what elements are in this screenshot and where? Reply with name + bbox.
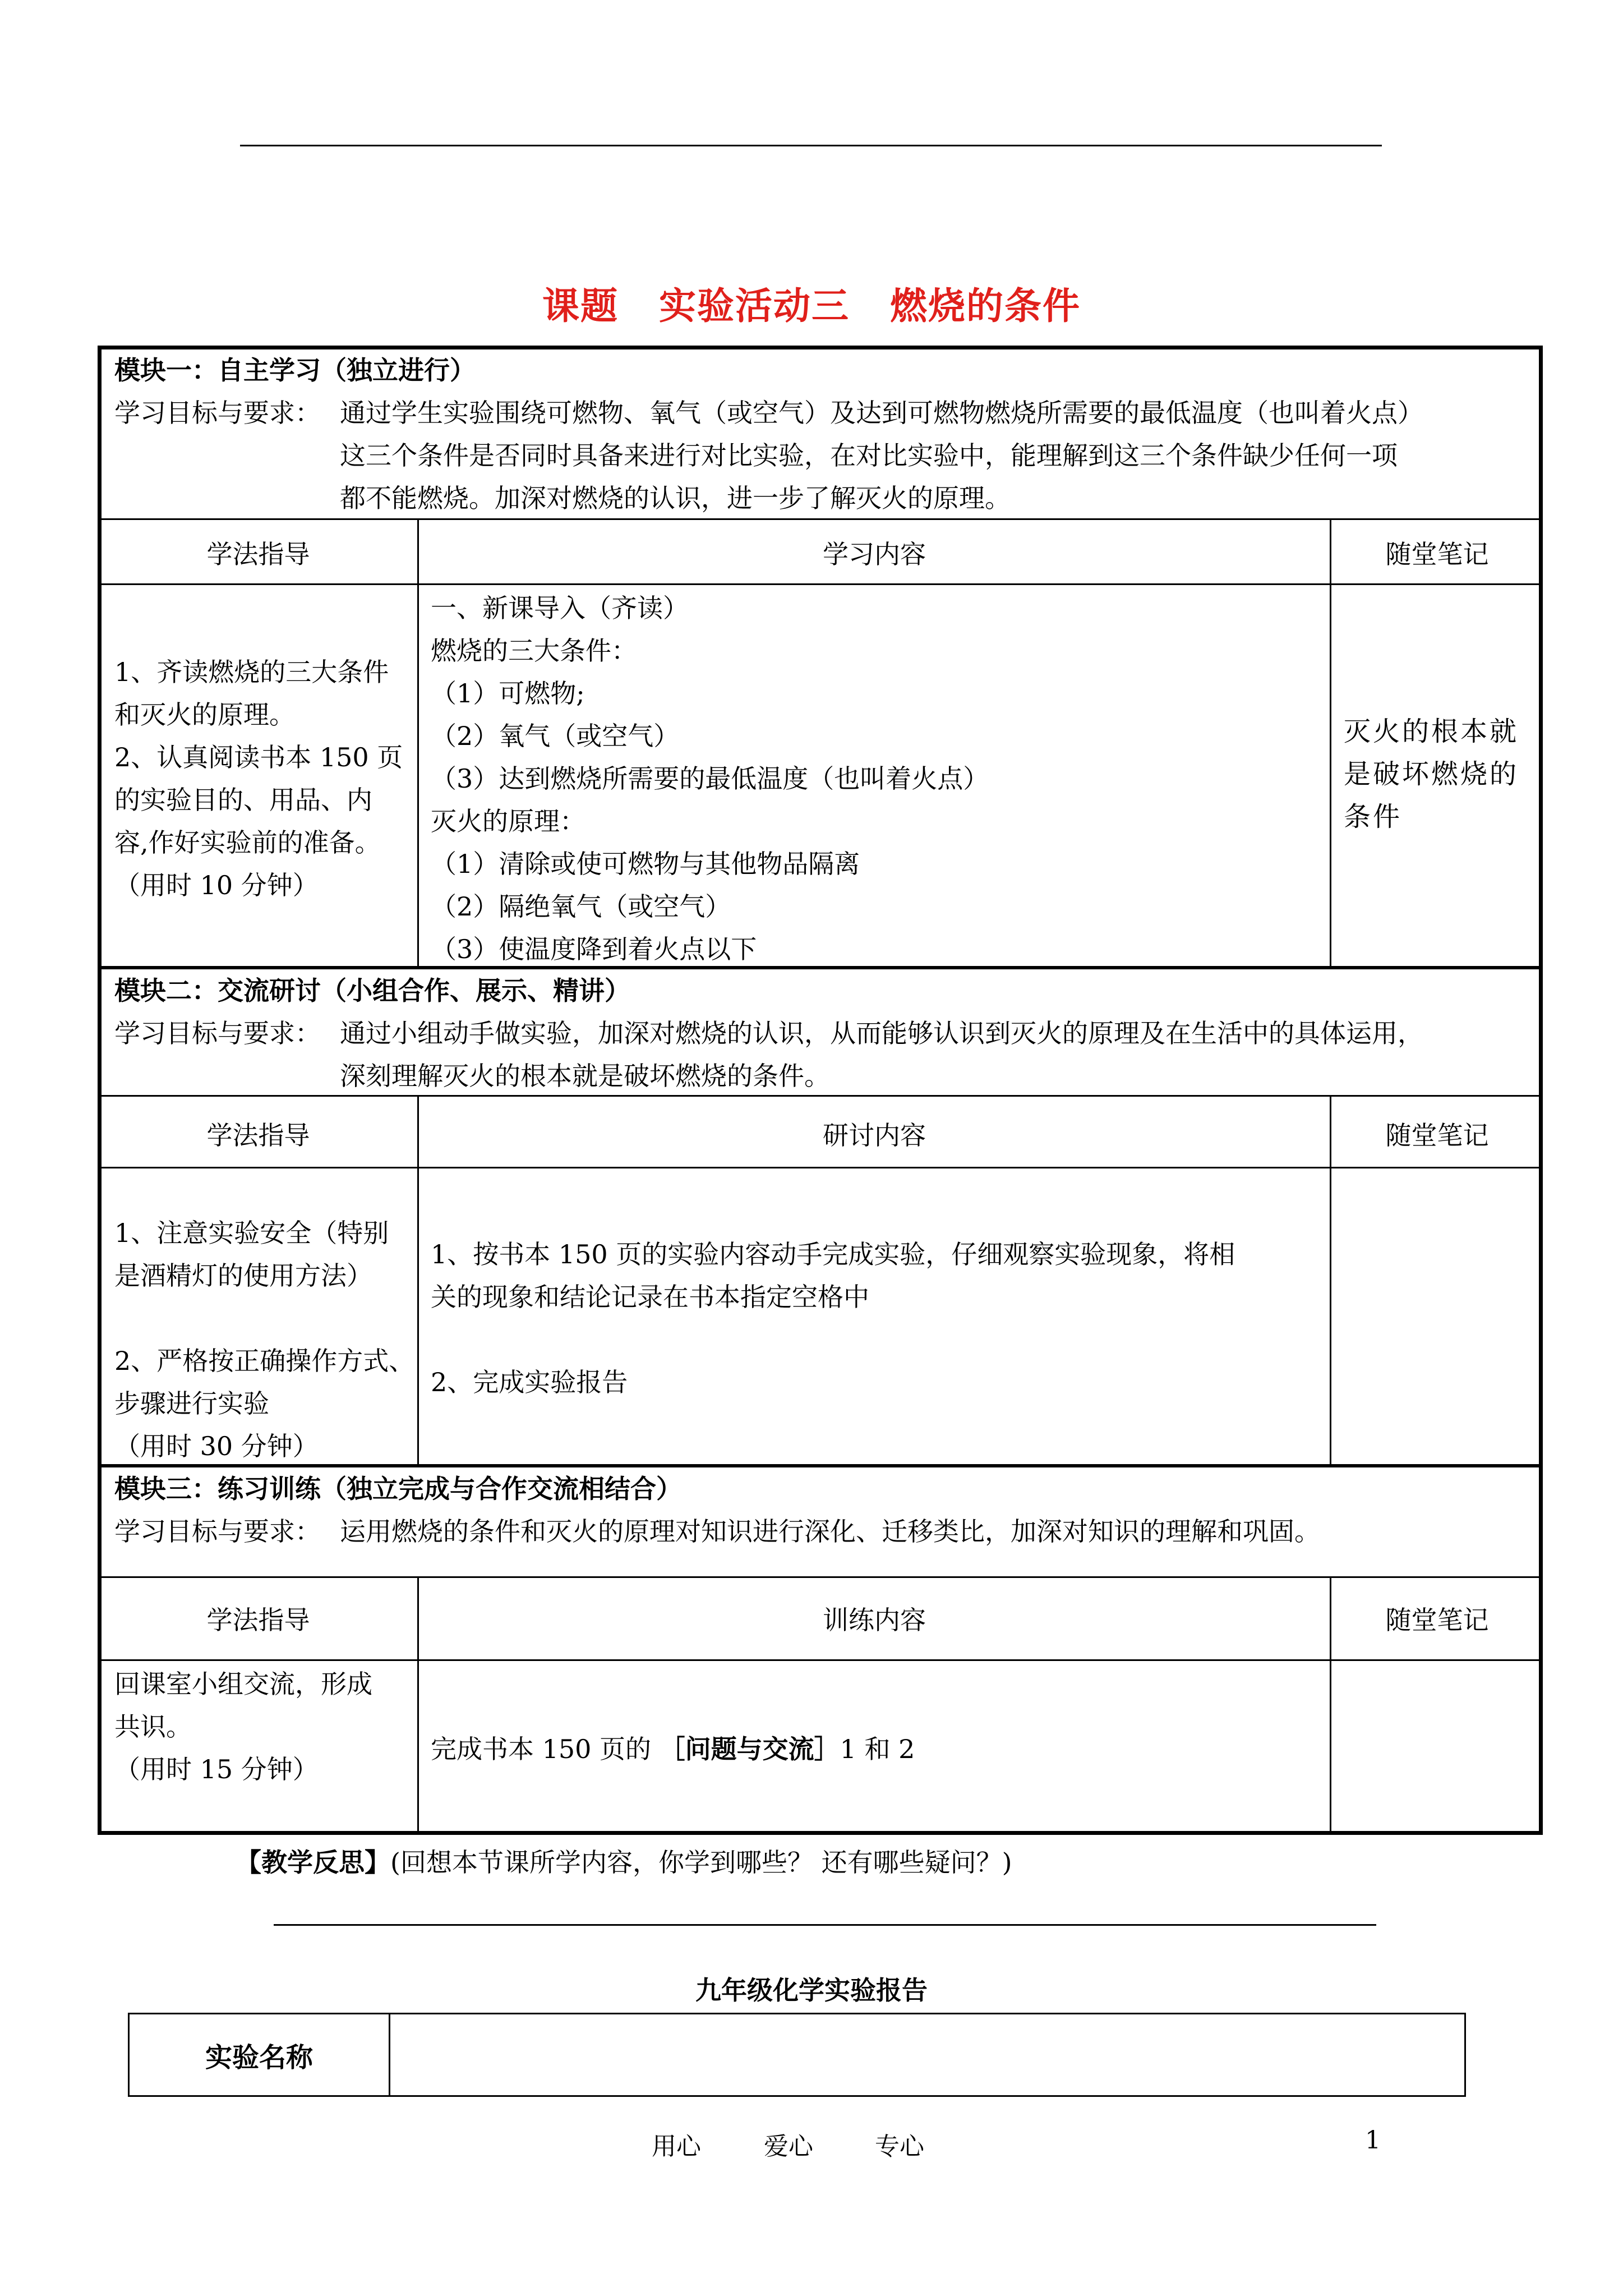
reflection bbox=[236, 1841, 1012, 1884]
module3-col-guide: 学法指导 bbox=[206, 1605, 310, 1635]
section-rule bbox=[274, 1924, 1376, 1926]
module1-col-guide: 学法指导 bbox=[206, 539, 310, 569]
module2-guide-line: 2、严格按正确操作方式、 bbox=[114, 1346, 415, 1376]
module3-col-content: 训练内容 bbox=[823, 1605, 926, 1635]
module2-goal-label: 学习目标与要求： bbox=[114, 1018, 321, 1048]
module1-guide-line: 1、齐读燃烧的三大条件 bbox=[114, 657, 389, 687]
module1-col-content: 学习内容 bbox=[823, 539, 926, 569]
module2-col-content: 研讨内容 bbox=[823, 1120, 926, 1151]
module2-goal-line: 深刻理解灭火的根本就是破坏燃烧的条件。 bbox=[340, 1061, 830, 1091]
module2-col-guide: 学法指导 bbox=[206, 1120, 310, 1151]
title-part-3: 燃烧的条件 bbox=[890, 284, 1081, 328]
module3-content-line bbox=[431, 1728, 915, 1770]
module3-col-notes: 随堂笔记 bbox=[1385, 1605, 1489, 1635]
module1-guide-line: 和灭火的原理。 bbox=[114, 700, 295, 730]
module2-heading: 模块二：交流研讨（小组合作、展示、精讲） bbox=[114, 976, 630, 1006]
module1-note-line: 条件 bbox=[1344, 801, 1403, 832]
experiment-name-label: 实验名称 bbox=[205, 2041, 313, 2073]
module2-content-line: 关的现象和结论记录在书本指定空格中 bbox=[431, 1282, 869, 1312]
module3-content-bold: ［问题与交流］ bbox=[659, 1734, 840, 1764]
reflection-label: 【教学反思】 bbox=[236, 1847, 390, 1878]
module1-content-line: （3）达到燃烧所需要的最低温度（也叫着火点） bbox=[431, 763, 989, 794]
row-divider bbox=[98, 1167, 1543, 1168]
module3-goal-line: 运用燃烧的条件和灭火的原理对知识进行深化、迁移类比，加深对知识的理解和巩固。 bbox=[340, 1516, 1320, 1547]
module1-goal-label: 学习目标与要求： bbox=[114, 398, 321, 428]
module1-col-notes: 随堂笔记 bbox=[1385, 539, 1489, 569]
module1-content-line: 灭火的原理： bbox=[431, 806, 585, 836]
module1-goal-line: 这三个条件是否同时具备来进行对比实验，在对比实验中，能理解到这三个条件缺少任何一项 bbox=[340, 440, 1398, 471]
module2-guide-line: 步骤进行实验 bbox=[114, 1388, 269, 1419]
module1-note-line: 是破坏燃烧的 bbox=[1344, 758, 1519, 790]
module2-content-line: 2、完成实验报告 bbox=[431, 1367, 628, 1397]
module1-note-line: 灭火的根本就 bbox=[1344, 716, 1519, 747]
module2-guide-line: 1、注意实验安全（特别 bbox=[114, 1218, 389, 1248]
footer-word-2: 爱心 bbox=[764, 2132, 813, 2161]
module1-guide-line: 容,作好实验前的准备。 bbox=[114, 827, 381, 858]
col-divider bbox=[1330, 518, 1331, 966]
module3-guide-line: （用时 15 分钟） bbox=[114, 1754, 319, 1784]
module2-content-line: 1、按书本 150 页的实验内容动手完成实验，仔细观察实验现象，将相 bbox=[431, 1239, 1235, 1269]
module1-heading: 模块一：自主学习（独立进行） bbox=[114, 355, 476, 385]
row-divider bbox=[98, 1659, 1543, 1661]
module3-content-pre: 完成书本 150 页的 bbox=[431, 1734, 652, 1764]
report-table bbox=[128, 2013, 1466, 2097]
module1-content-line: 一、新课导入（齐读） bbox=[431, 593, 689, 623]
title-part-1: 课题 bbox=[542, 284, 619, 328]
module2-guide-line: 是酒精灯的使用方法） bbox=[114, 1260, 372, 1291]
module1-content-line: （3）使温度降到着火点以下 bbox=[431, 934, 757, 964]
row-divider bbox=[98, 1576, 1543, 1578]
module1-content-line: 燃烧的三大条件： bbox=[431, 636, 637, 666]
module1-guide-line: （用时 10 分钟） bbox=[114, 870, 319, 900]
module2-guide-line: （用时 30 分钟） bbox=[114, 1431, 319, 1461]
page-title bbox=[0, 276, 1623, 329]
module3-content-post: 1 和 2 bbox=[840, 1734, 915, 1764]
module3-goal-label: 学习目标与要求： bbox=[114, 1516, 321, 1547]
page-number: 1 bbox=[1365, 2126, 1381, 2155]
module3-heading: 模块三：练习训练（独立完成与合作交流相结合） bbox=[114, 1474, 682, 1504]
module1-guide-line: 的实验目的、用品、内 bbox=[114, 785, 372, 815]
module1-goal-line: 都不能燃烧。加深对燃烧的认识，进一步了解灭火的原理。 bbox=[340, 483, 1011, 513]
module2-col-notes: 随堂笔记 bbox=[1385, 1120, 1489, 1151]
module2-goal-line: 通过小组动手做实验，加深对燃烧的认识，从而能够认识到灭火的原理及在生活中的具体运用， bbox=[340, 1018, 1423, 1048]
module1-content-line: （1）可燃物; bbox=[431, 678, 585, 708]
module3-guide-line: 回课室小组交流，形成 bbox=[114, 1669, 372, 1699]
col-divider bbox=[417, 518, 419, 966]
module1-content-line: （1）清除或使可燃物与其他物品隔离 bbox=[431, 849, 860, 879]
footer-word-1: 用心 bbox=[652, 2132, 701, 2161]
module1-content-line: （2）氧气（或空气） bbox=[431, 721, 680, 751]
footer-word-3: 专心 bbox=[875, 2132, 924, 2161]
reflection-text: (回想本节课所学内容，你学到哪些？ 还有哪些疑问？) bbox=[390, 1847, 1012, 1878]
report-col-divider bbox=[389, 2014, 390, 2095]
module1-goal-line: 通过学生实验围绕可燃物、氧气（或空气）及达到可燃物燃烧所需要的最低温度（也叫着火点） bbox=[340, 398, 1423, 428]
title-part-2: 实验活动三 bbox=[659, 284, 850, 328]
row-divider bbox=[98, 583, 1543, 585]
report-title: 九年级化学实验报告 bbox=[695, 1975, 928, 2005]
module1-guide-line: 2、认真阅读书本 150 页 bbox=[114, 742, 403, 772]
module3-guide-line: 共识。 bbox=[114, 1711, 192, 1742]
header-rule bbox=[240, 145, 1382, 146]
module1-content-line: （2）隔绝氧气（或空气） bbox=[431, 891, 731, 922]
